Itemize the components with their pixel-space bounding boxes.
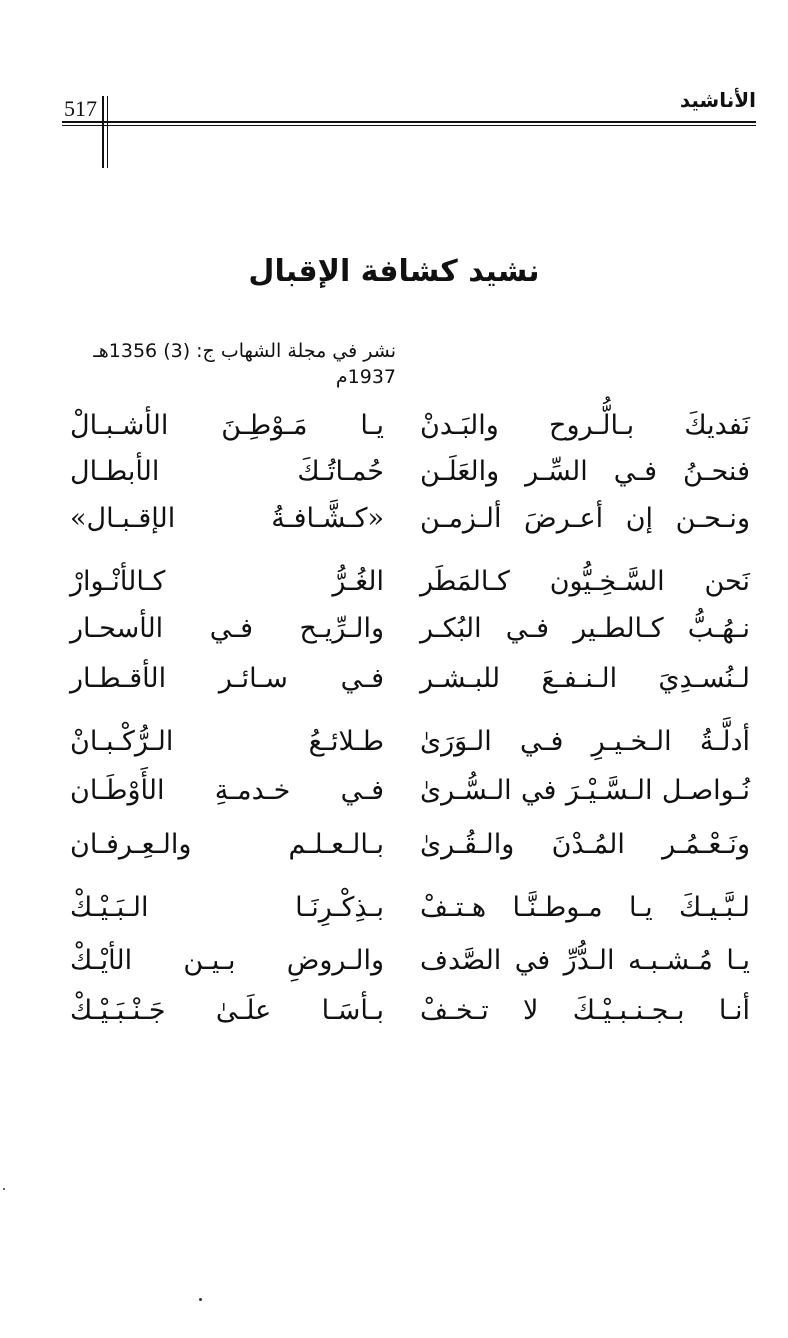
verse-left: يـا مَـوْطِـنَ الأشـبـالْ bbox=[70, 410, 384, 441]
header-vertical-rule bbox=[102, 96, 104, 168]
verse-right: أنـا بـجـنـبـيْـكَ لا تـخـفْ bbox=[420, 995, 750, 1026]
verse-right: نُـواصـل الـسَّـيْـرَ في الـسُّـرىٰ bbox=[420, 775, 750, 806]
verse-left: «كـشَّـافـةُ الإقـبـال» bbox=[70, 503, 384, 534]
verse-right: نَحن السَّـخِـيُّون كـالمَطَر bbox=[420, 566, 750, 597]
source-note: نشر في مجلة الشهاب ج: (3) 1356هـ 1937م bbox=[93, 340, 396, 388]
verse-right: نَفديكَ بـالُّـروح والبَـدنْ bbox=[420, 410, 750, 441]
header-rule-thin bbox=[62, 125, 756, 126]
verse-left: بـالـعـلـم والـعِـرفـان bbox=[70, 829, 384, 860]
verse-right: أدلَّـةُ الـخـيـرِ فـي الـوَرَىٰ bbox=[420, 726, 750, 757]
poem-title: نشيد كشافة الإقبال bbox=[248, 254, 540, 289]
verse-left: طـلائـعُ الـرُّكْـبـانْ bbox=[70, 726, 384, 757]
scan-speck bbox=[3, 1188, 5, 1190]
verse-right: لـبَّـيـكَ يـا مـوطـنَّـا هـتـفْ bbox=[420, 892, 750, 923]
verse-left: فـي خـدمـةِ الأَوْطَـان bbox=[70, 775, 384, 806]
page-number: 517 bbox=[64, 96, 97, 121]
verse-right: ونَـعْـمُـر المُـدْنَ والـقُـرىٰ bbox=[420, 829, 750, 860]
verse-left: بـذِكْـرِنَـا الـبَـيْـكْ bbox=[70, 892, 384, 923]
verse-right: ونـحـن إن أعـرضَ ألـزمـن bbox=[420, 503, 750, 534]
verse-left: فـي سـائـر الأقـطـار bbox=[70, 663, 384, 694]
header-vertical-rule-2 bbox=[107, 96, 108, 168]
verse-right: نـهُـبُّ كـالطـير فـي البُكـر bbox=[420, 613, 750, 644]
verse-right: لـنُسـدِيَ الـنـفـعَ للبـشـر bbox=[420, 663, 750, 694]
scan-speck bbox=[199, 1298, 202, 1301]
verse-left: والـروضِ بـيـن الأيْـكْ bbox=[70, 945, 384, 976]
verse-right: فنحـنُ فـي السِّـر والعَلَـن bbox=[420, 456, 750, 487]
verse-left: بـأسَـا علَـىٰ جَـنْـبَـيْـكْ bbox=[70, 995, 384, 1026]
verse-right: يـا مُـشـبـه الـدُّرِّ في الصَّدف bbox=[420, 945, 750, 976]
verse-left: والـرِّيـح فـي الأسحـار bbox=[70, 613, 384, 644]
verse-left: الغُـرُّ كـالأنْـوارْ bbox=[70, 566, 384, 597]
header-rule bbox=[62, 121, 756, 123]
running-head: الأناشيد bbox=[679, 88, 756, 112]
verse-left: حُمـاتُـكَ الأبطـال bbox=[70, 456, 384, 487]
